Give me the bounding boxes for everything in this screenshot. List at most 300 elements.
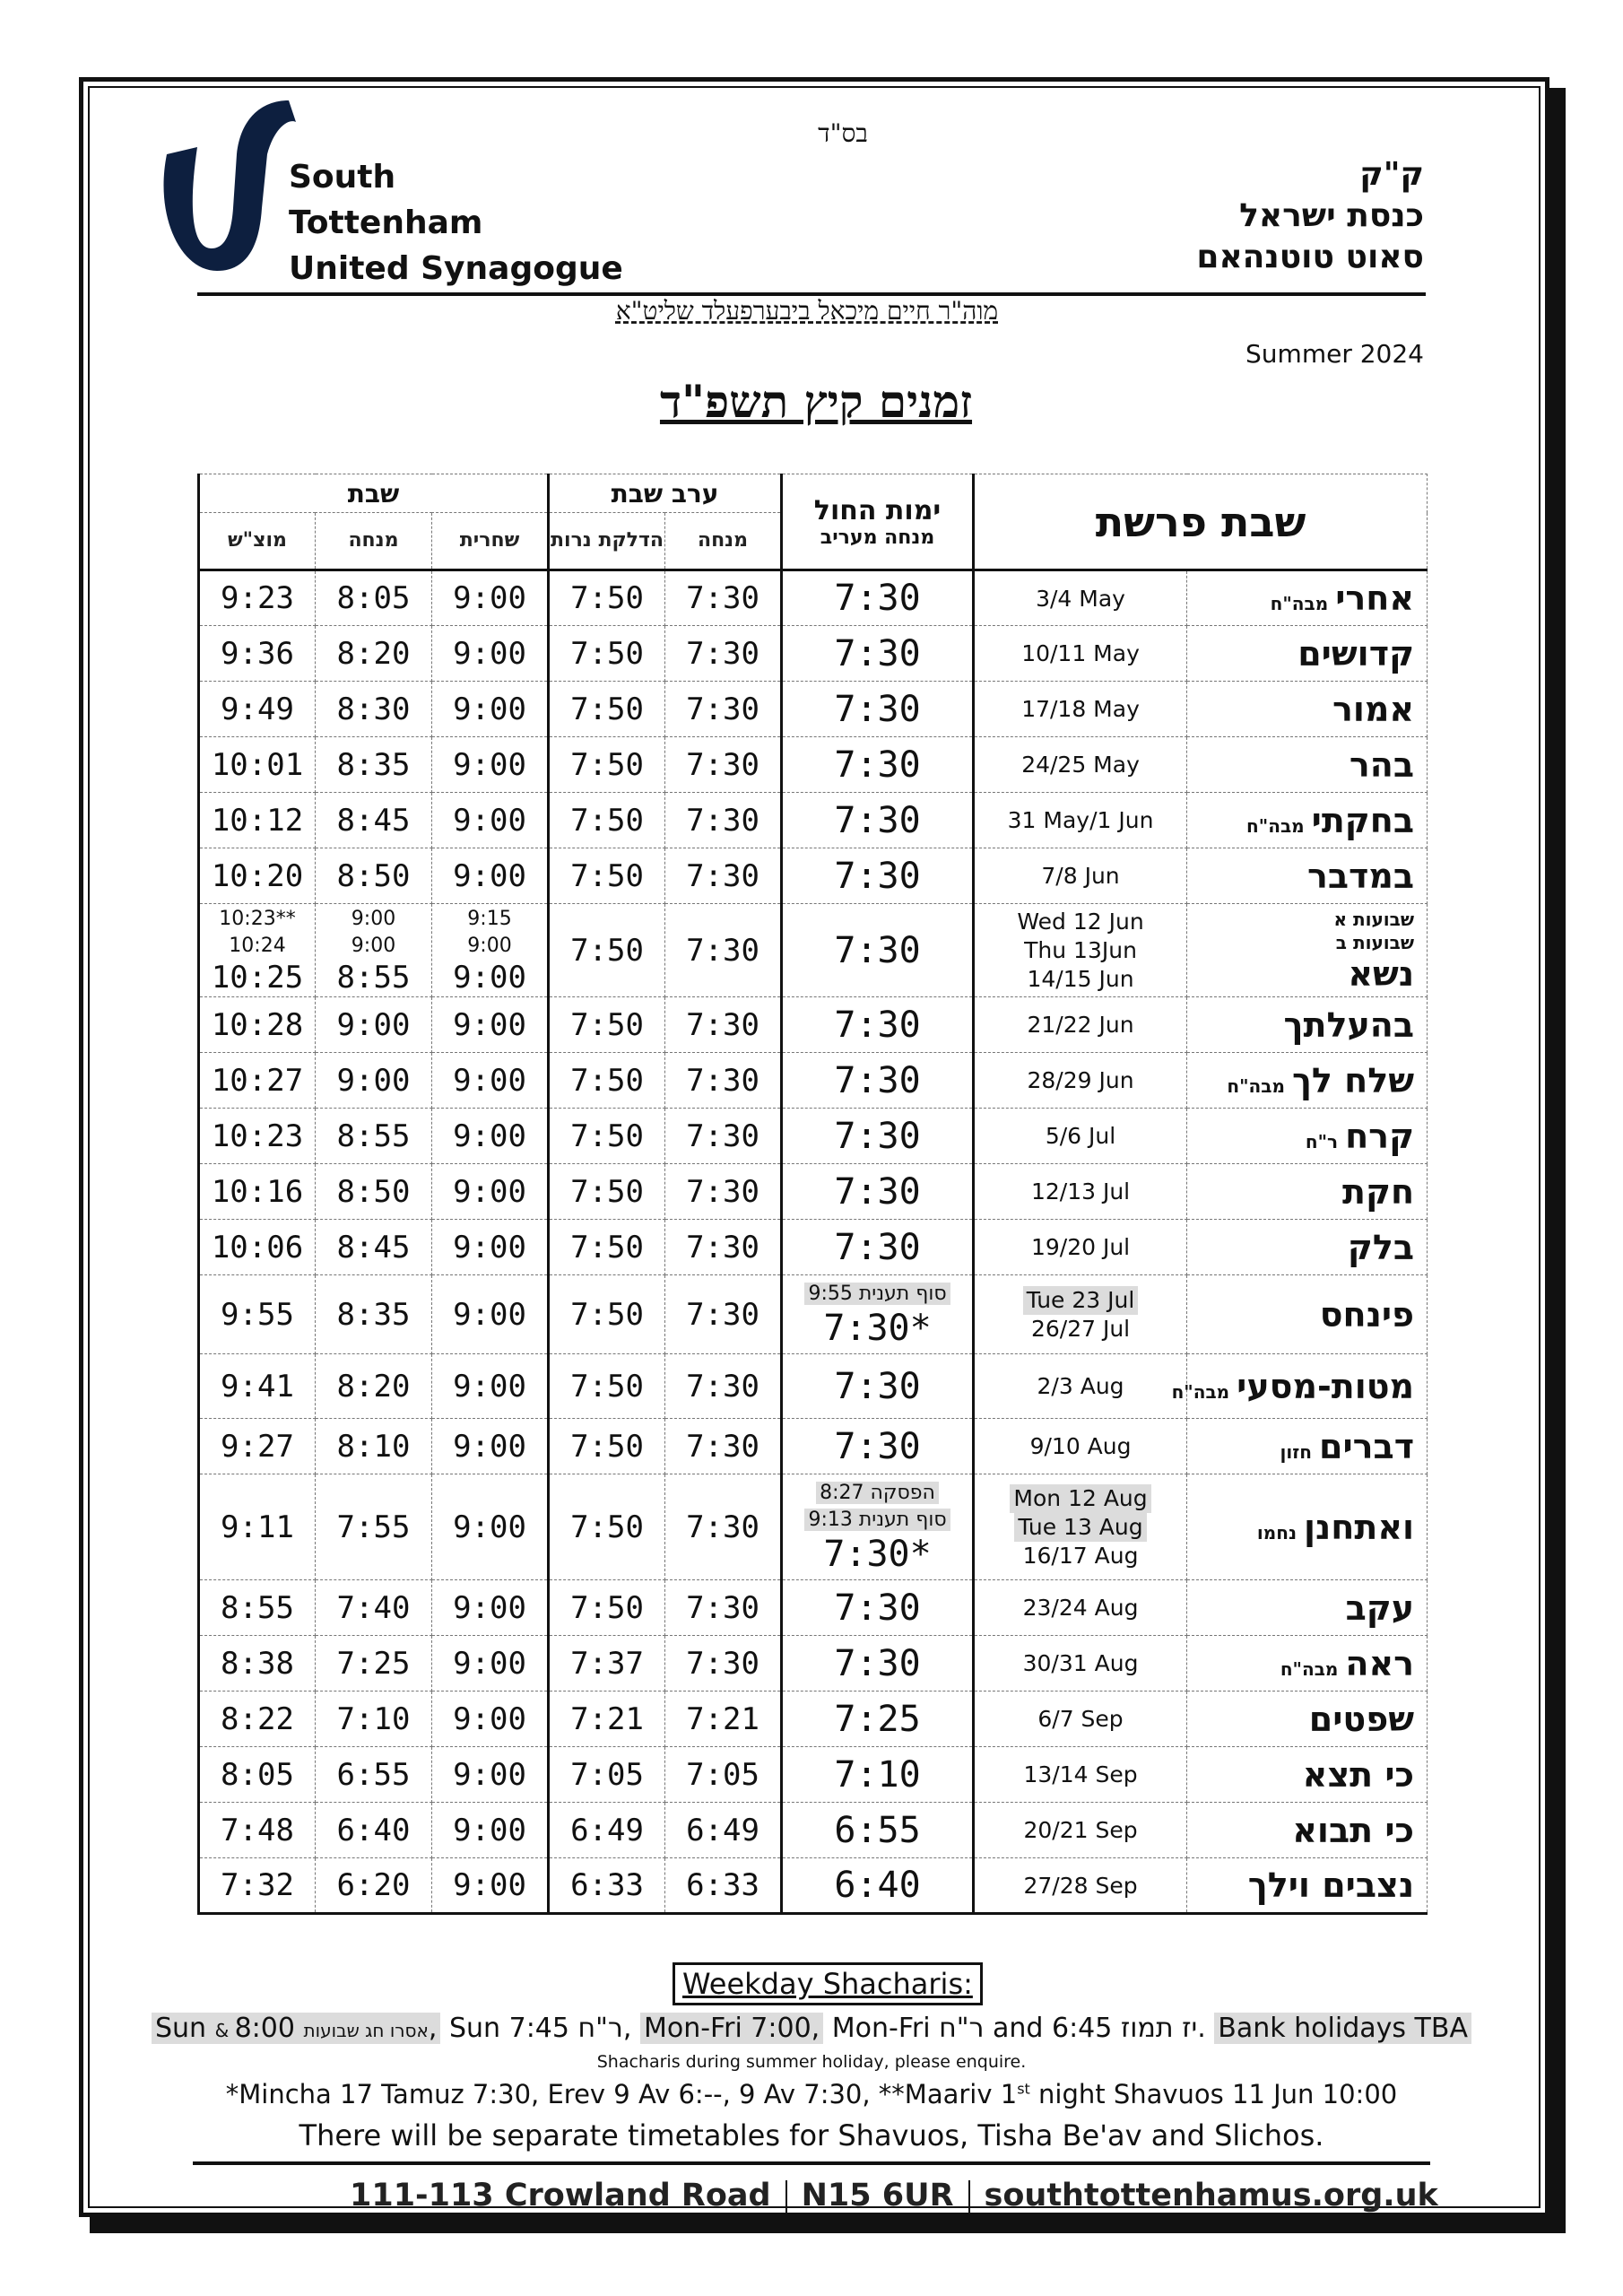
weekday-stack	[783, 1281, 972, 1349]
shacharis-cell	[432, 1220, 549, 1275]
shabbos-mincha-cell-value: 8:30	[336, 691, 411, 727]
weekday-value: 7:30	[834, 1365, 921, 1407]
candle-lighting-cell	[549, 1275, 665, 1354]
shacharis-cell-value: 9:00	[453, 1812, 526, 1848]
shabbos-mincha-cell	[316, 1220, 432, 1275]
table-row	[199, 1275, 1428, 1354]
parsha-cell	[1187, 1275, 1428, 1354]
shabbos-mincha-cell-value: 8:05	[336, 580, 411, 616]
motzei-cell-value: 9:27	[221, 1428, 294, 1465]
weekday-stack	[783, 1643, 972, 1684]
shabbos-mincha-cell	[316, 1474, 432, 1580]
shabbos-mincha-cell-value: 6:40	[336, 1812, 411, 1848]
candle-lighting-cell-value: 7:50	[570, 1368, 644, 1405]
motzei-cell-value: 9:55	[221, 1296, 294, 1333]
parsha-cell	[1187, 904, 1428, 997]
monfri-time: Mon-Fri 7:00,	[640, 2013, 823, 2044]
shabbos-mincha-cell	[316, 1419, 432, 1474]
parsha-cell	[1187, 793, 1428, 848]
special-times-b: night Shavuos 11 Jun 10:00	[1029, 2079, 1398, 2109]
shacharis-cell	[432, 1692, 549, 1747]
shacharis-cell	[432, 1053, 549, 1109]
shabbos-mincha-cell-value: 6:20	[336, 1867, 411, 1903]
erev-mincha-cell-value: 7:30	[686, 1509, 759, 1545]
parsha-note: מבה"ח	[1270, 593, 1329, 614]
weekday-value: 7:30	[834, 1587, 921, 1629]
shabbos-mincha-cell	[316, 1803, 432, 1858]
table-row	[199, 1474, 1428, 1580]
parsha-cell	[1187, 626, 1428, 682]
erev-shabbos-header: ערב שבת	[549, 474, 782, 513]
weekday-cell	[782, 1636, 974, 1692]
shacharis-cell	[432, 1803, 549, 1858]
motzei-cell-extra: 10:24	[229, 934, 286, 957]
motzei-cell	[199, 1419, 316, 1474]
sun-rc-time: Sun ר"ח 7:45,	[449, 2013, 632, 2044]
weekday-value: 7:10	[834, 1753, 921, 1796]
parsha-name: נשא	[1348, 953, 1415, 994]
weekday-value: 7:30	[834, 1004, 921, 1046]
shacharis-cell-value: 9:00	[453, 1645, 526, 1682]
date-cell: 9/10 Aug	[974, 1419, 1187, 1474]
weekday-value: 7:30	[834, 855, 921, 897]
parsha-name: בהעלתך	[1283, 1004, 1415, 1045]
candle-lighting-cell-value: 7:05	[570, 1756, 644, 1793]
motzei-cell-value: 9:49	[221, 691, 294, 727]
candle-lighting-cell-value: 7:50	[570, 1428, 644, 1465]
shacharis-cell-value: 9:00	[453, 1062, 526, 1099]
parsha-note: ר"ח	[1305, 1130, 1339, 1152]
weekday-value: 7:30	[834, 929, 921, 971]
motzei-cell-value: 9:36	[221, 635, 294, 672]
erev-mincha-cell-value: 7:30	[686, 580, 759, 616]
candle-lighting-cell-value: 7:50	[570, 932, 644, 969]
erev-mincha-cell	[665, 1053, 782, 1109]
table-row	[199, 1803, 1428, 1858]
table-row	[199, 1109, 1428, 1164]
date-cell: 30/31 Aug	[974, 1636, 1187, 1692]
motzei-header: מוצ"ש	[199, 513, 316, 570]
weekday-cell	[782, 848, 974, 904]
erev-mincha-cell	[665, 997, 782, 1053]
weekday-stack	[783, 689, 972, 730]
shabbos-mincha-cell	[316, 570, 432, 626]
shabbos-mincha-cell-extra: 9:00	[351, 907, 396, 930]
candle-lighting-cell-value: 7:50	[570, 1589, 644, 1626]
english-name-line: United Synagogue	[289, 250, 623, 287]
table-row	[199, 737, 1428, 793]
date-cell: 20/21 Sep	[974, 1803, 1187, 1858]
weekday-cell	[782, 997, 974, 1053]
candle-lighting-cell	[549, 1858, 665, 1914]
weekday-stack	[783, 578, 972, 619]
shacharis-cell	[432, 848, 549, 904]
erev-mincha-cell	[665, 1580, 782, 1636]
motzei-cell	[199, 626, 316, 682]
parsha-cell	[1187, 1419, 1428, 1474]
motzei-cell	[199, 1747, 316, 1803]
date-stack	[975, 1286, 1186, 1344]
candle-lighting-cell	[549, 682, 665, 737]
weekday-stack	[783, 930, 972, 971]
parsha-cell	[1187, 1164, 1428, 1220]
table-row	[199, 1580, 1428, 1636]
sun-time: 8:00,	[234, 2013, 438, 2044]
erev-mincha-cell	[665, 1419, 782, 1474]
motzei-cell	[199, 570, 316, 626]
shabbos-mincha-cell-value: 8:45	[336, 1229, 411, 1265]
date-line: Tue 23 Jul	[1023, 1286, 1139, 1315]
motzei-cell-value: 10:23	[211, 1118, 304, 1154]
weekday-value: 7:30	[834, 632, 921, 674]
candle-lighting-cell	[549, 737, 665, 793]
bank-holidays: Bank holidays TBA	[1214, 2013, 1471, 2044]
parsha-cell	[1187, 1053, 1428, 1109]
parsha-name: שלח לך	[1291, 1060, 1415, 1100]
weekday-value: 7:30*	[823, 1533, 932, 1575]
hebrew-name-line: סאוט טוטנהאם	[1196, 239, 1424, 275]
shabbos-mincha-cell	[316, 1164, 432, 1220]
weekday-title: ימות החול	[813, 494, 942, 526]
shacharis-cell-stack	[432, 906, 547, 996]
erev-mincha-cell-value: 7:30	[686, 932, 759, 969]
candle-lighting-cell	[549, 904, 665, 997]
table-row	[199, 997, 1428, 1053]
motzei-cell-value: 10:20	[211, 857, 304, 894]
shabbos-mincha-cell	[316, 1636, 432, 1692]
candle-lighting-cell	[549, 1636, 665, 1692]
parsha-name: דברים	[1319, 1426, 1415, 1466]
erev-mincha-cell-value: 7:30	[686, 1368, 759, 1405]
weekday-value: 7:30	[834, 1226, 921, 1268]
parsha-name: בחקתי	[1311, 800, 1415, 840]
shacharis-cell-value: 9:00	[453, 1368, 526, 1405]
erev-mincha-cell	[665, 1858, 782, 1914]
date-stack	[975, 908, 1186, 994]
motzei-cell	[199, 737, 316, 793]
candle-lighting-cell	[549, 1164, 665, 1220]
weekday-cell	[782, 1164, 974, 1220]
erev-mincha-cell	[665, 1636, 782, 1692]
weekday-shacharis-title: Weekday Shacharis:	[673, 1962, 983, 2005]
candle-lighting-cell-value: 7:21	[570, 1700, 644, 1737]
erev-mincha-cell-value: 7:30	[686, 1118, 759, 1154]
rabbi-name: מוה"ר חיים מיכאל ביבערפעלד שליט"א	[615, 296, 999, 326]
weekday-stack	[783, 1426, 972, 1467]
motzei-cell	[199, 1580, 316, 1636]
candle-lighting-cell	[549, 848, 665, 904]
english-name-line: South	[289, 159, 396, 196]
motzei-cell	[199, 793, 316, 848]
candle-lighting-header: הדלקת נרות	[549, 513, 665, 570]
shabbos-mincha-cell-value: 7:40	[336, 1589, 411, 1626]
weekday-cell	[782, 1747, 974, 1803]
shabbos-mincha-cell	[316, 1053, 432, 1109]
shabbos-mincha-cell-value: 9:00	[336, 1006, 411, 1043]
candle-lighting-cell-value: 7:50	[570, 1062, 644, 1099]
date-line: Tue 13 Aug	[1014, 1513, 1146, 1542]
date-cell: 7/8 Jun	[974, 848, 1187, 904]
sun-label: Sun	[155, 2013, 207, 2044]
shacharis-cell-value: 9:00	[453, 635, 526, 672]
erev-mincha-cell	[665, 1220, 782, 1275]
weekday-stack	[783, 1810, 972, 1851]
erev-mincha-cell-value: 7:30	[686, 635, 759, 672]
shacharis-cell	[432, 682, 549, 737]
parsha-cell	[1187, 1747, 1428, 1803]
hebrew-name-line: כנסת ישראל	[1239, 197, 1424, 234]
english-name	[289, 154, 623, 291]
shabbos-mincha-cell	[316, 626, 432, 682]
weekday-stack	[783, 744, 972, 786]
parsha-cell	[1187, 1220, 1428, 1275]
weekday-note: סוף תענית 9:13	[804, 1509, 950, 1531]
motzei-cell	[199, 1053, 316, 1109]
parsha-cell	[1187, 1109, 1428, 1164]
shacharis-cell-value: 9:00	[453, 802, 526, 839]
candle-lighting-cell	[549, 1803, 665, 1858]
candle-lighting-cell	[549, 1419, 665, 1474]
candle-lighting-cell	[549, 1580, 665, 1636]
date-cell: 27/28 Sep	[974, 1858, 1187, 1914]
motzei-cell-value: 10:25	[211, 959, 304, 996]
shabbos-mincha-cell-value: 7:10	[336, 1700, 411, 1737]
weekday-cell	[782, 1419, 974, 1474]
shabbos-mincha-cell	[316, 793, 432, 848]
motzei-cell	[199, 1164, 316, 1220]
weekday-stack	[783, 1060, 972, 1101]
candle-lighting-cell-value: 6:49	[570, 1812, 644, 1848]
weekday-stack	[783, 633, 972, 674]
parsha-name: בלק	[1347, 1227, 1415, 1267]
parsha-cell	[1187, 997, 1428, 1053]
table-row	[199, 1636, 1428, 1692]
erev-mincha-cell	[665, 570, 782, 626]
motzei-cell-value: 8:05	[221, 1756, 294, 1793]
parsha-cell	[1187, 737, 1428, 793]
parsha-cell	[1187, 682, 1428, 737]
motzei-cell-value: 10:01	[211, 746, 304, 783]
shabbos-mincha-cell-value: 8:10	[336, 1428, 411, 1465]
erev-mincha-cell	[665, 1109, 782, 1164]
erev-mincha-cell-value: 7:30	[686, 746, 759, 783]
candle-lighting-cell-value: 7:50	[570, 580, 644, 616]
date-cell: 13/14 Sep	[974, 1747, 1187, 1803]
candle-lighting-cell	[549, 1053, 665, 1109]
erev-mincha-header: מנחה	[665, 513, 782, 570]
website-link[interactable]: southtottenhamus.org.uk	[984, 2178, 1438, 2213]
weekday-subtitle: מנחה מעריב	[820, 526, 935, 549]
parsha-cell	[1187, 1858, 1428, 1914]
shacharis-cell-value: 9:00	[453, 1589, 526, 1626]
table-row	[199, 1419, 1428, 1474]
parsha-note: מבה"ח	[1171, 1380, 1230, 1403]
date-cell: 28/29 Jun	[974, 1053, 1187, 1109]
shacharis-cell-value: 9:00	[453, 1173, 526, 1210]
weekday-value: 6:55	[834, 1809, 921, 1851]
weekday-stack	[783, 1116, 972, 1157]
shabbos-mincha-cell-value: 8:55	[336, 959, 411, 996]
motzei-cell-value: 9:23	[221, 580, 294, 616]
erev-mincha-cell	[665, 1747, 782, 1803]
candle-lighting-cell	[549, 997, 665, 1053]
date-cell: 2/3 Aug	[974, 1354, 1187, 1419]
motzei-cell	[199, 1858, 316, 1914]
weekday-stack	[783, 1004, 972, 1046]
shacharis-cell	[432, 1858, 549, 1914]
motzei-cell-stack	[200, 906, 315, 996]
parsha-note: נחמו	[1256, 1521, 1297, 1544]
erev-mincha-cell	[665, 1474, 782, 1580]
erev-mincha-cell-value: 7:30	[686, 1296, 759, 1333]
shacharis-cell-extra: 9:00	[467, 934, 512, 957]
timetable	[197, 474, 1428, 1915]
weekday-cell	[782, 682, 974, 737]
weekday-value: 7:30	[834, 688, 921, 730]
shacharis-cell-value: 9:00	[453, 1509, 526, 1545]
weekday-note: הפסקה 8:27	[816, 1482, 939, 1504]
shacharis-cell	[432, 1164, 549, 1220]
motzei-cell-value: 7:32	[221, 1867, 294, 1903]
candle-lighting-cell	[549, 1692, 665, 1747]
parsha-cell	[1171, 1354, 1428, 1419]
candle-lighting-cell-value: 7:50	[570, 1006, 644, 1043]
weekday-value: 7:30*	[823, 1307, 932, 1349]
weekday-value: 7:30	[834, 1059, 921, 1101]
synagogue-logo	[154, 100, 298, 280]
motzei-cell	[199, 1636, 316, 1692]
special-times-a: *Mincha 17 Tamuz 7:30, Erev 9 Av 6:--, 9 Av 7:30, **Maariv 1	[225, 2079, 1018, 2109]
table-row	[199, 1692, 1428, 1747]
weekday-header	[782, 474, 974, 570]
date-line: Mon 12 Aug	[1010, 1484, 1150, 1513]
shacharis-cell-extra: 9:15	[467, 907, 512, 930]
erev-mincha-cell-value: 7:21	[686, 1700, 759, 1737]
shacharis-cell-value: 9:00	[453, 1296, 526, 1333]
erev-mincha-cell	[665, 793, 782, 848]
motzei-cell-value: 10:27	[211, 1062, 304, 1099]
shacharis-cell	[432, 1636, 549, 1692]
weekday-note-line	[804, 1507, 950, 1534]
parsha-name: בהר	[1349, 744, 1415, 785]
shabbos-mincha-cell-value: 8:50	[336, 1173, 411, 1210]
shacharis-cell-value: 9:00	[453, 1229, 526, 1265]
shacharis-cell	[432, 904, 549, 997]
candle-lighting-cell	[549, 1354, 665, 1419]
shabbos-mincha-cell	[316, 1858, 432, 1914]
shabbos-mincha-cell	[316, 1580, 432, 1636]
table-row	[199, 1164, 1428, 1220]
date-cell: 5/6 Jul	[974, 1109, 1187, 1164]
parsha-note: מבה"ח	[1227, 1074, 1285, 1097]
parsha-name: כי תצא	[1302, 1754, 1415, 1795]
date-line: Wed 12 Jun	[1017, 908, 1144, 935]
erev-mincha-cell-value: 7:30	[686, 1428, 759, 1465]
shabbos-mincha-cell-value: 9:00	[336, 1062, 411, 1099]
shacharis-cell	[432, 1109, 549, 1164]
parsha-note: מבה"ח	[1246, 814, 1305, 837]
date-line: 26/27 Jul	[1030, 1315, 1131, 1342]
weekday-cell	[782, 1692, 974, 1747]
weekday-value: 7:25	[834, 1698, 921, 1740]
special-times-note	[143, 2079, 1480, 2109]
shacharis-cell-value: 9:00	[453, 746, 526, 783]
shacharis-cell	[432, 1580, 549, 1636]
candle-lighting-cell	[549, 570, 665, 626]
shabbos-mincha-cell	[316, 682, 432, 737]
motzei-cell-value: 8:22	[221, 1700, 294, 1737]
motzei-cell-value: 8:38	[221, 1645, 294, 1682]
weekday-value: 7:30	[834, 744, 921, 786]
parsha-note: מבה"ח	[1280, 1657, 1339, 1680]
erev-mincha-cell	[665, 1275, 782, 1354]
motzei-cell-value: 9:41	[221, 1368, 294, 1405]
parsha-name: נצבים וילך	[1247, 1866, 1415, 1905]
weekday-cell	[782, 1580, 974, 1636]
table-row	[199, 570, 1428, 626]
shacharis-cell	[432, 1275, 549, 1354]
street-address: 111-113 Crowland Road	[350, 2178, 771, 2213]
candle-lighting-cell-value: 7:50	[570, 802, 644, 839]
parsha-name: קדושים	[1298, 633, 1415, 674]
candle-lighting-cell-value: 7:50	[570, 1229, 644, 1265]
erev-mincha-cell	[665, 737, 782, 793]
shacharis-cell-value: 9:00	[453, 1867, 526, 1903]
weekday-cell	[782, 570, 974, 626]
shabbos-mincha-cell-value: 7:25	[336, 1645, 411, 1682]
erev-mincha-cell-value: 7:30	[686, 1006, 759, 1043]
weekday-cell	[782, 1354, 974, 1419]
shabbos-mincha-cell	[316, 1354, 432, 1419]
shabbos-mincha-cell	[316, 997, 432, 1053]
parsha-cell	[1187, 1474, 1428, 1580]
motzei-cell	[199, 1109, 316, 1164]
motzei-cell	[199, 848, 316, 904]
weekday-note-line	[804, 1281, 950, 1308]
english-name-line: Tottenham	[289, 204, 483, 241]
erev-mincha-cell	[665, 848, 782, 904]
date-cell: 12/13 Jul	[974, 1164, 1187, 1220]
candle-lighting-cell	[549, 1220, 665, 1275]
parsha-cell	[1187, 848, 1428, 904]
shabbos-mincha-cell	[316, 904, 432, 997]
shacharis-cell	[432, 626, 549, 682]
address-line	[350, 2178, 1438, 2213]
motzei-cell-value: 9:11	[221, 1509, 294, 1545]
table-row	[199, 1747, 1428, 1803]
weekday-cell	[782, 1220, 974, 1275]
shabbos-mincha-cell-value: 6:55	[336, 1756, 411, 1793]
address-separator	[785, 2180, 787, 2213]
table-row	[199, 1354, 1428, 1419]
motzei-cell	[199, 1803, 316, 1858]
parsha-cell	[1187, 570, 1428, 626]
date-cell: 10/11 May	[974, 626, 1187, 682]
summer-holiday-note: Shacharis during summer holiday, please enquire.	[596, 2052, 1027, 2072]
date-cell: 21/22 Jun	[974, 997, 1187, 1053]
candle-lighting-cell-value: 7:50	[570, 1296, 644, 1333]
candle-lighting-cell	[549, 793, 665, 848]
shacharis-cell	[432, 1354, 549, 1419]
address-separator	[968, 2180, 970, 2213]
erev-mincha-cell	[665, 626, 782, 682]
table-row	[199, 1858, 1428, 1914]
date-cell: 3/4 May	[974, 570, 1187, 626]
motzei-cell	[199, 1220, 316, 1275]
date-line: 16/17 Aug	[1022, 1542, 1139, 1569]
candle-lighting-cell-value: 7:50	[570, 1173, 644, 1210]
parsha-name: במדבר	[1306, 856, 1415, 896]
